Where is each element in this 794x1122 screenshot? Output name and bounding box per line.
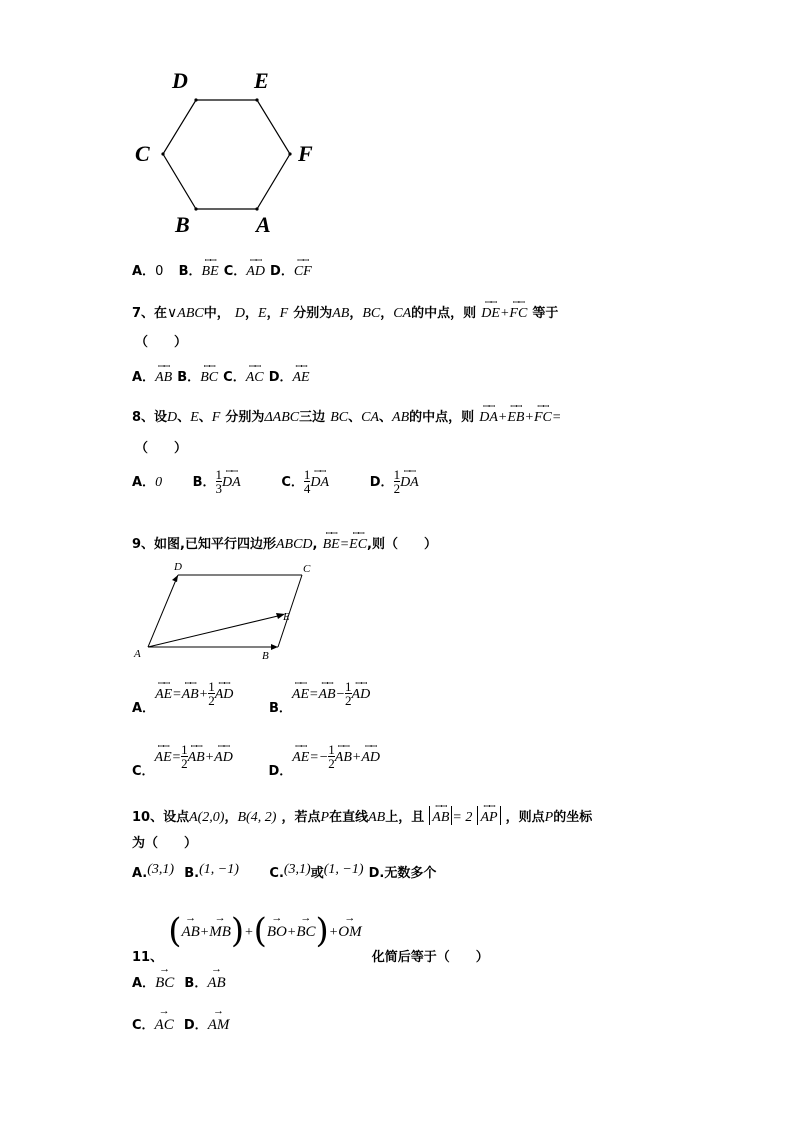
q6-options — [132, 260, 312, 280]
q8-option-c[interactable]: C． — [281, 475, 304, 490]
cb-edge — [278, 575, 302, 647]
fig-label-b: B — [262, 650, 269, 662]
hex-label-b: B — [175, 212, 190, 237]
q9-options-cd: $_{C.}$ꟷꟷ AE= $\frac{1}{2}$ ꟷꟷ AB+ꟷꟷ AD $_{D.}$ꟷꟷ AE=− $\frac{1}{2}$ ꟷꟷ AB+ꟷꟷ AD — [132, 743, 380, 770]
q10-options: A.(3,1) B.(1, −1) C.(3,1)或(1, −1) D.无数多个 — [132, 862, 437, 881]
fig-label-c: C — [303, 563, 311, 575]
q9-options-ab: $_{A.}$ꟷꟷ AE=ꟷꟷ AB+ $\frac{1}{2}$ ꟷꟷ AD $_{B.}$ꟷꟷ AE=ꟷꟷ AB− $\frac{1}{2}$ ꟷꟷ AD — [132, 680, 370, 707]
q7-vector-de: ꟷꟷ DE — [481, 306, 500, 322]
q8-option-a[interactable]: A． — [132, 475, 156, 490]
q11-options-ab: A．→ BC B．→ AB — [132, 972, 226, 992]
q11-option-c[interactable]: C． — [132, 1018, 155, 1033]
q7-vector-fc: ꟷꟷ FC — [509, 306, 527, 322]
q10-option-d[interactable]: D.无数多个 — [368, 866, 437, 881]
q7-option-a[interactable]: A． — [132, 370, 156, 385]
q6-option-c-value: ꟷꟷ AD — [246, 264, 265, 280]
hex-label-d: D — [172, 68, 188, 93]
q10-option-c[interactable]: C. — [269, 866, 284, 881]
q7-option-c[interactable]: C． — [223, 370, 246, 385]
q10-paren: 为（ ） — [132, 836, 198, 851]
fig-label-e: E — [283, 611, 290, 623]
q11-option-d[interactable]: D． — [183, 1018, 208, 1033]
q7-triangle: ∨ABC — [167, 306, 204, 321]
q8-option-d[interactable]: D． — [369, 475, 394, 490]
q8-options: A．0 B． $\frac{1}{3}$ ꟷꟷ DA C． $\frac{1}{4}$ ꟷꟷ DA D． $\frac{1}{2}$ ꟷꟷ DA — [132, 468, 419, 495]
ae-segment — [148, 615, 282, 647]
q10-option-a[interactable]: A. — [132, 866, 148, 881]
hex-label-e: E — [254, 68, 269, 93]
hex-vertex-d — [194, 98, 197, 101]
q6-option-b-label[interactable]: B． — [178, 264, 202, 279]
ab-arrowhead — [271, 644, 278, 650]
q9-option-d[interactable]: D． — [268, 764, 293, 779]
q6-option-c-label[interactable]: C． — [223, 264, 247, 279]
q8-option-b[interactable]: B． — [192, 475, 216, 490]
q8-paren: （ ） — [135, 441, 188, 456]
q11-options-cd: C．→ AC D．→ AM — [132, 1014, 229, 1034]
hex-vertex-f — [288, 152, 291, 155]
q7-option-b[interactable]: B． — [177, 370, 201, 385]
q6-option-a-value: 0 — [155, 264, 164, 279]
q7-stem: 7、在∨ABC中， D，E，F 分别为AB，BC，CA的中点，则 ꟷꟷ DE+ꟷꟷ FC 等于 — [132, 302, 558, 322]
ad-edge — [148, 575, 178, 647]
q7-options: A．ꟷꟷ AB B．ꟷꟷ BC C．ꟷꟷ AC D．ꟷꟷ AE — [132, 366, 310, 386]
q9-option-c[interactable]: C． — [132, 764, 155, 779]
hexagon-shape — [163, 100, 290, 209]
q11-option-b[interactable]: B． — [184, 976, 208, 991]
q6-option-d-value: ꟷꟷ CF — [294, 264, 312, 280]
q7-option-d[interactable]: D． — [268, 370, 293, 385]
parallelogram-figure — [130, 560, 330, 665]
q9-stem: 9、如图,已知平行四边形ABCD, ꟷꟷ BE=ꟷꟷ EC,则（ ） — [132, 533, 437, 553]
ad-arrowhead — [172, 575, 178, 582]
q9-option-b[interactable]: B． — [268, 701, 292, 716]
q6-option-b-value: ꟷꟷ BE — [202, 264, 219, 280]
hex-vertex-a — [255, 207, 258, 210]
q6-option-a-label[interactable]: A． — [132, 264, 156, 279]
hex-label-a: A — [256, 212, 271, 237]
q9-option-a[interactable]: A． — [132, 701, 156, 716]
q6-option-d-label[interactable]: D． — [270, 264, 294, 279]
q11-stem: $_{11、}$ (→ AB+→ MB)+(→ BO+→ BC)+→ OM $_{化简后等于( )}$ — [132, 905, 489, 945]
hex-label-c: C — [135, 141, 150, 166]
fig-label-d: D — [174, 561, 182, 573]
fig-label-a: A — [134, 648, 141, 660]
hex-vertex-e — [255, 98, 258, 101]
q7-paren: （ ） — [135, 335, 188, 350]
hex-vertex-b — [194, 207, 197, 210]
q11-option-a[interactable]: A． — [132, 976, 156, 991]
hex-label-f: F — [298, 141, 313, 166]
q10-option-b[interactable]: B. — [184, 866, 200, 881]
q10-stem: 10、设点A(2,0)，B(4, 2) ，若点P在直线AB上，且 ꟷꟷ AB = 2 ꟷꟷ AP ，则点P的坐标 — [132, 806, 592, 826]
hex-vertex-c — [161, 152, 164, 155]
q8-stem: 8、设D、E、F 分别为ΔABC三边 BC、CA、AB的中点，则 ꟷꟷ DA+ꟷꟷ EB+ꟷꟷ FC= — [132, 406, 561, 426]
